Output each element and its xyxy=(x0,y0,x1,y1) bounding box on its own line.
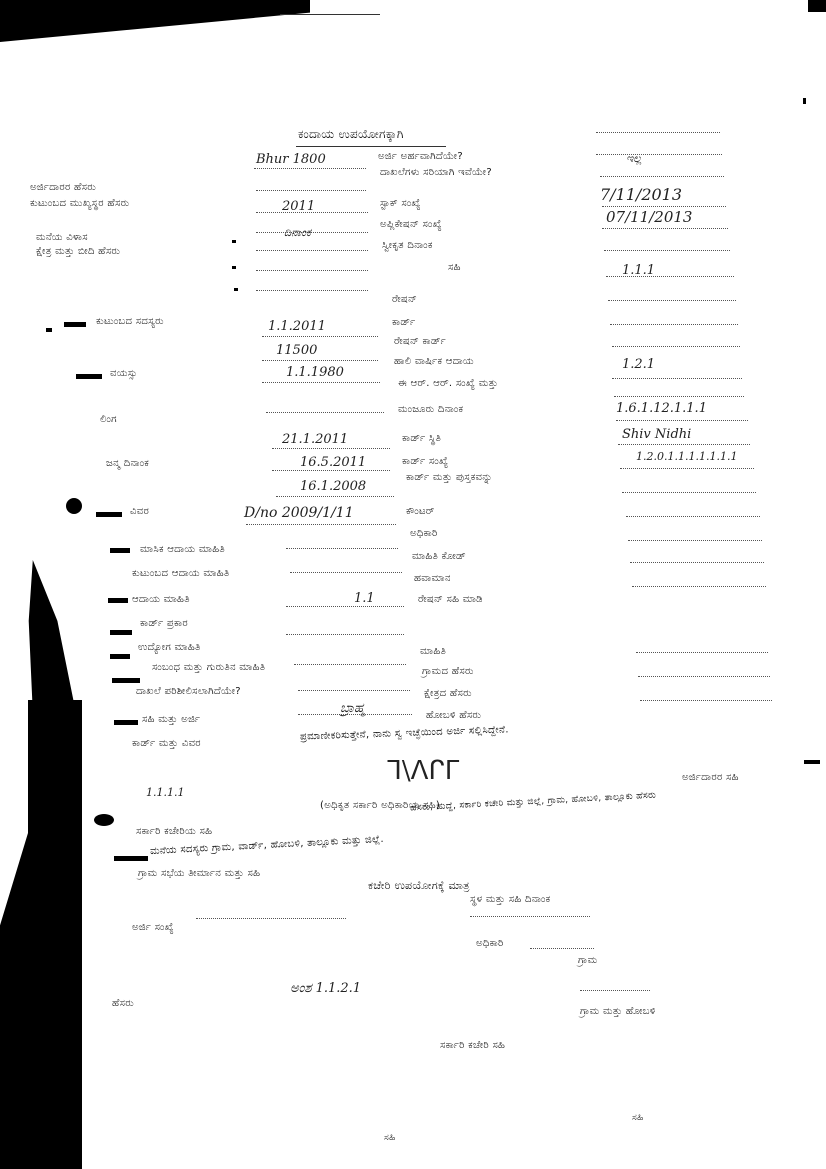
scan-shadow-top xyxy=(0,0,310,42)
right-label: ರೇಷನ್ xyxy=(392,294,418,305)
right-label: ಅರ್ಜಿ ಅರ್ಹವಾಗಿದೆಯೇ? xyxy=(378,151,463,162)
fill-line xyxy=(618,444,750,445)
fill-line xyxy=(286,634,404,635)
fill-line xyxy=(256,190,366,191)
fill-line xyxy=(530,948,594,949)
right-label: ಕಾರ್ಡ್ ಮತ್ತು ಪುಸ್ತಕವನ್ನು xyxy=(406,472,493,483)
handwritten-value: Shiv Nidhi xyxy=(622,427,692,442)
scan-shadow-left-mid xyxy=(28,700,82,1169)
left-label: ಕಾರ್ಡ್ ಮತ್ತು ವಿವರ xyxy=(132,738,201,749)
scan-speck xyxy=(804,760,820,764)
fill-line xyxy=(612,378,742,379)
label-marker xyxy=(108,598,128,603)
left-label: ಸಂಬಂಧ ಮತ್ತು ಗುರುತಿನ ಮಾಹಿತಿ xyxy=(152,662,266,673)
fill-line xyxy=(294,664,406,665)
bullet-mark xyxy=(66,498,82,514)
label-marker xyxy=(112,678,140,683)
handwritten-value: 11500 xyxy=(276,343,318,358)
fill-line xyxy=(608,300,736,301)
fill-line xyxy=(272,470,390,471)
label-marker xyxy=(110,548,130,553)
fill-line xyxy=(614,396,744,397)
left-label: ದಾಖಲೆ ಪರಿಶೀಲಿಸಲಾಗಿದೆಯೇ? xyxy=(136,686,241,697)
fill-line xyxy=(580,990,650,991)
handwritten-value: ದಿನಾಂಕ xyxy=(284,226,311,239)
footer-label: ಹೆಸರು, ಹುದ್ದೆ, ಸರ್ಕಾರಿ ಕಚೇರಿ ಮತ್ತು ಜಿಲ್ಲೆ, ಗ್ರಾಮ, ಹೋಬಳಿ, ತಾಲ್ಲೂಕು ಹೆಸರು xyxy=(409,790,657,814)
handwritten-value: 1.1.1.1 xyxy=(146,786,185,799)
footer-label: ಅಧಿಕಾರಿ xyxy=(476,938,504,949)
left-label: ಕುಟುಂಬದ ಸದಸ್ಯರು xyxy=(96,316,164,327)
fill-line xyxy=(636,652,768,653)
left-label: ಸಹಿ ಮತ್ತು ಅರ್ಜಿ xyxy=(142,714,201,725)
scan-speck xyxy=(232,266,236,269)
left-label: ಜನ್ಮ ದಿನಾಂಕ xyxy=(106,458,150,469)
right-label: ಹೋಬಳಿ ಹೆಸರು xyxy=(426,710,482,721)
fill-line xyxy=(610,324,738,325)
fill-line xyxy=(596,154,722,155)
label-marker xyxy=(64,322,86,327)
right-label: ಸ್ವೀಕೃತ ದಿನಾಂಕ xyxy=(382,240,433,251)
label-marker xyxy=(110,630,132,635)
fill-line xyxy=(612,346,740,347)
right-label: ದಾಖಲೆಗಳು ಸರಿಯಾಗಿ ಇವೆಯೇ? xyxy=(380,167,492,178)
handwritten-value: 21.1.2011 xyxy=(282,432,349,447)
fill-line xyxy=(246,524,396,525)
footer-label: ಗ್ರಾಮ xyxy=(578,955,598,966)
fill-line xyxy=(262,360,378,361)
declaration-text: ಪ್ರಮಾಣೀಕರಿಸುತ್ತೇನೆ, ನಾನು ಸ್ವ ಇಚ್ಛೆಯಿಂದ ಅರ್ಜಿ ಸಲ್ಲಿಸಿದ್ದೇನೆ. xyxy=(299,724,509,743)
scan-speck xyxy=(234,288,238,291)
footer-label: ಗ್ರಾಮ ಮತ್ತು ಹೋಬಳಿ xyxy=(580,1006,656,1017)
fill-line xyxy=(196,918,346,919)
handwritten-value: ಅಂಶ 1.1.2.1 xyxy=(290,981,362,996)
fill-line xyxy=(622,492,756,493)
fill-line xyxy=(254,168,366,169)
label-marker xyxy=(76,374,102,379)
scan-shadow-top-right xyxy=(808,0,826,12)
right-label: ಸಹಿ xyxy=(448,262,461,273)
right-label: ಗ್ರಾಮದ ಹೆಸರು xyxy=(422,666,474,677)
right-label: ಅಪ್ಲಿಕೇಷನ್ ಸಂಖ್ಯೆ xyxy=(380,219,442,230)
fill-line xyxy=(470,916,590,917)
fill-line xyxy=(604,250,730,251)
left-label: ಉದ್ಯೋಗ ಮಾಹಿತಿ xyxy=(138,642,201,653)
fill-line xyxy=(256,250,368,251)
left-label: ಅರ್ಜಿದಾರರ ಹೆಸರು xyxy=(30,182,97,193)
fill-line xyxy=(262,382,380,383)
fill-line xyxy=(290,572,402,573)
fill-line xyxy=(616,420,748,421)
left-label: ಮನೆಯ ವಿಳಾಸ xyxy=(36,232,88,243)
title-underline xyxy=(296,146,446,147)
fill-line xyxy=(298,690,410,691)
fill-line xyxy=(266,412,384,413)
scan-line xyxy=(280,14,380,15)
handwritten-value: ಇಲ್ಲ xyxy=(626,152,642,165)
fill-line xyxy=(632,586,766,587)
right-label: ಸ್ಟಾಕ್ ಸಂಖ್ಯೆ xyxy=(380,198,421,209)
left-label: ಕುಟುಂಬದ ಆದಾಯ ಮಾಹಿತಿ xyxy=(132,568,230,579)
fill-line xyxy=(276,496,394,497)
fill-line xyxy=(638,676,770,677)
fill-line xyxy=(600,176,724,177)
left-label: ಮಾಸಿಕ ಆದಾಯ ಮಾಹಿತಿ xyxy=(140,544,226,555)
fill-line xyxy=(256,270,368,271)
scan-speck xyxy=(46,328,52,332)
scan-speck xyxy=(232,240,236,243)
handwritten-value: ಬ್ರಾಹ್ಮ xyxy=(340,701,365,716)
fill-line xyxy=(286,606,404,607)
handwritten-value: 1.2.1 xyxy=(622,357,656,372)
right-label: ಹಾಲಿ ವಾರ್ಷಿಕ ಆದಾಯ xyxy=(394,356,474,367)
fill-line xyxy=(256,290,368,291)
fill-line xyxy=(640,700,772,701)
officer-signature: ᒣ\ᐱᒋᒥ xyxy=(386,756,460,786)
footer-label: ಗ್ರಾಮ ಸಭೆಯ ತೀರ್ಮಾನ ಮತ್ತು ಸಹಿ xyxy=(138,868,261,879)
handwritten-value: 1.1.1 xyxy=(622,263,656,278)
fill-line xyxy=(620,468,754,469)
right-label: ಮಾಹಿತಿ xyxy=(420,646,447,657)
fill-line xyxy=(602,228,728,229)
right-label: ಅಧಿಕಾರಿ xyxy=(410,528,438,539)
fill-line xyxy=(262,336,378,337)
label-marker xyxy=(96,512,122,517)
fill-line xyxy=(286,548,398,549)
fill-line xyxy=(596,132,720,133)
handwritten-value: 1.1.2011 xyxy=(268,319,326,334)
bullet-mark xyxy=(94,814,114,826)
left-label: ಆದಾಯ ಮಾಹಿತಿ xyxy=(132,594,190,605)
left-label: ಕಾರ್ಡ್ ಪ್ರಕಾರ xyxy=(140,618,188,629)
right-label: ಕೌಂಟರ್ xyxy=(406,506,435,517)
handwritten-value: 1.6.1.12.1.1.1 xyxy=(616,401,707,416)
right-label: ಕಾರ್ಡ್ ಸಂಖ್ಯೆ xyxy=(402,456,449,467)
left-label: ವಿವರ xyxy=(130,506,150,517)
fill-line xyxy=(602,206,726,207)
right-label: ರೇಷನ್ ಕಾರ್ಡ್ xyxy=(394,336,446,347)
handwritten-value: 1.1 xyxy=(354,591,375,606)
handwritten-value: D/no 2009/1/11 xyxy=(244,505,354,521)
handwritten-value: Bhur 1800 xyxy=(256,152,326,167)
form-title: ಕಂದಾಯ ಉಪಯೋಗಕ್ಕಾಗಿ xyxy=(298,127,404,141)
footer-label: ಅರ್ಜಿದಾರರ ಸಹಿ xyxy=(682,772,739,783)
footer-label: ಅರ್ಜಿ ಸಂಖ್ಯೆ xyxy=(132,922,174,933)
handwritten-value: 2011 xyxy=(282,199,316,214)
right-label: ಕ್ಷೇತ್ರದ ಹೆಸರು xyxy=(424,688,472,699)
footer-label: ಸಹಿ xyxy=(384,1133,396,1143)
footer-label: ಕಚೇರಿ ಉಪಯೋಗಕ್ಕೆ ಮಾತ್ರ xyxy=(368,879,470,892)
label-marker xyxy=(110,654,130,659)
right-label: ಕಾರ್ಡ್ xyxy=(392,317,416,328)
handwritten-value: 1.1.1980 xyxy=(286,365,344,380)
fill-line xyxy=(626,516,760,517)
right-label: ಮಂಜೂರು ದಿನಾಂಕ xyxy=(398,404,464,415)
right-label: ಕಾರ್ಡ್ ಸ್ಥಿತಿ xyxy=(402,433,442,444)
right-label: ಮಾಹಿತಿ ಕೋಡ್ xyxy=(412,551,466,562)
footer-label: ಹೆಸರು xyxy=(112,998,135,1009)
handwritten-value: 16.1.2008 xyxy=(300,479,367,494)
fill-line xyxy=(628,540,762,541)
footer-label: (ಅಧಿಕೃತ ಸರ್ಕಾರಿ ಅಧಿಕಾರಿಯ ಸಹಿ) xyxy=(320,800,441,811)
handwritten-value: 07/11/2013 xyxy=(606,208,693,226)
left-label: ಕುಟುಂಬದ ಮುಖ್ಯಸ್ಥರ ಹೆಸರು xyxy=(30,198,130,209)
label-marker xyxy=(114,856,148,861)
fill-line xyxy=(272,448,390,449)
footer-label: ಮನೆಯ ಸದಸ್ಯರು ಗ್ರಾಮ, ವಾರ್ಡ್, ಹೋಬಳಿ, ತಾಲ್ಲೂಕು ಮತ್ತು ಜಿಲ್ಲೆ. xyxy=(149,833,385,858)
footer-label: ಸ್ಥಳ ಮತ್ತು ಸಹಿ ದಿನಾಂಕ xyxy=(470,894,551,905)
footer-label: ಸರ್ಕಾರಿ ಕಚೇರಿಯ ಸಹಿ xyxy=(136,826,213,837)
handwritten-value: 1.2.0.1.1.1.1.1.1.1 xyxy=(636,450,738,463)
handwritten-value: 16.5.2011 xyxy=(300,455,367,470)
right-label: ರೇಷನ್ ಸಹಿ ಮಾಡಿ xyxy=(418,594,483,605)
footer-label: ಸಹಿ xyxy=(632,1113,644,1123)
footer-label: ಸರ್ಕಾರಿ ಕಚೇರಿ ಸಹಿ xyxy=(440,1040,506,1051)
right-label: ಹವಾಮಾನ xyxy=(414,573,451,584)
label-marker xyxy=(114,720,138,725)
left-label: ಕ್ಷೇತ್ರ ಮತ್ತು ಬೀದಿ ಹೆಸರು xyxy=(36,246,121,257)
fill-line xyxy=(256,232,368,233)
scan-speck xyxy=(803,98,806,104)
right-label: ಈ ಆರ್. ಆರ್. ಸಂಖ್ಯೆ ಮತ್ತು xyxy=(398,378,499,389)
left-label: ವಯಸ್ಸು xyxy=(110,368,138,379)
left-label: ಲಿಂಗ xyxy=(100,414,117,425)
handwritten-value: 7/11/2013 xyxy=(600,185,683,204)
fill-line xyxy=(630,562,764,563)
